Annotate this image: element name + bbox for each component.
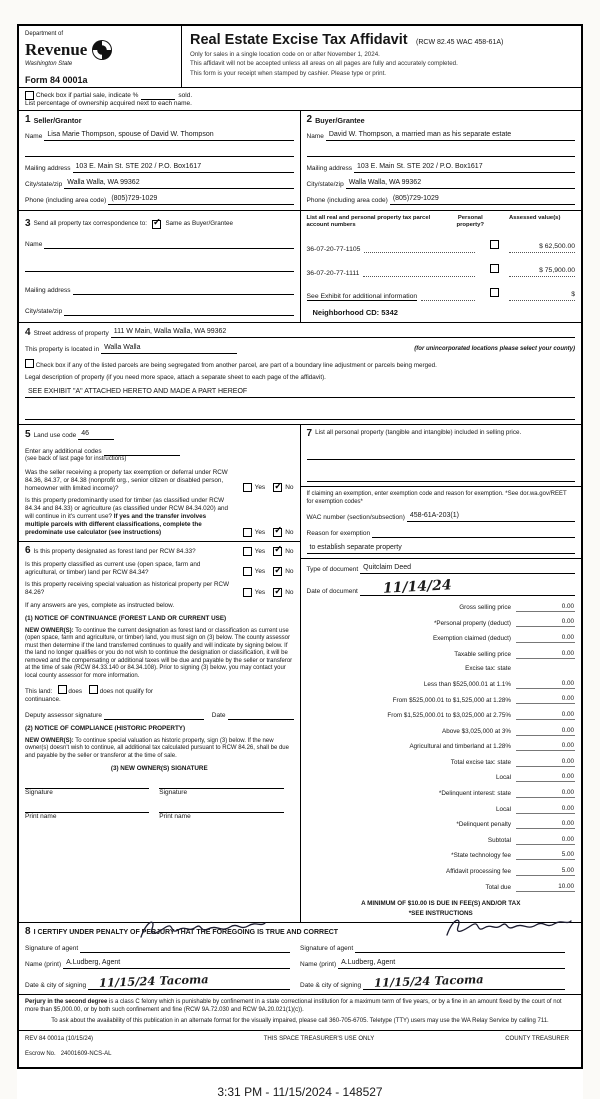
escrow-label: Escrow No. xyxy=(25,1051,56,1058)
personal-property-checkbox-1[interactable] xyxy=(490,240,499,249)
notice2-lead: NEW OWNER(S): xyxy=(25,737,74,744)
tax-amount: 0.00 xyxy=(516,726,575,736)
tax-row xyxy=(307,757,576,767)
notice1-lead: NEW OWNER(S): xyxy=(25,627,74,634)
q6-3-yes-checkbox[interactable] xyxy=(243,588,252,597)
no-label: No xyxy=(285,484,294,492)
new-owner-printname-line-1[interactable] xyxy=(25,802,149,813)
tax-amount: 0.00 xyxy=(516,757,575,767)
buyer-phone-field[interactable]: (805)729-1029 xyxy=(390,194,575,205)
tax-row xyxy=(307,741,576,751)
tax-amount: 0.00 xyxy=(516,633,575,643)
type-of-document-label: Type of document xyxy=(306,566,359,574)
corr-city-field[interactable] xyxy=(64,305,293,316)
notice3-title: (3) NEW OWNER(S) SIGNATURE xyxy=(110,765,208,773)
assessed-value: $ 75,900.00 xyxy=(509,266,575,277)
dotted-leader xyxy=(363,268,475,277)
street-address-field[interactable]: 111 W Main, Walla Walla, WA 99362 xyxy=(111,327,575,338)
date-of-document-field[interactable] xyxy=(360,577,575,598)
corr-mailing-label: Mailing address xyxy=(25,287,71,295)
additional-codes-field[interactable] xyxy=(104,445,180,456)
tax-row-label: Total excise tax: state xyxy=(450,758,511,766)
date-city-field-left[interactable] xyxy=(88,972,290,991)
partial-sale-checkbox[interactable] xyxy=(25,91,34,100)
seller-title: Seller/Grantor xyxy=(33,115,82,125)
legal-description-field[interactable]: SEE EXHIBIT "A" ATTACHED HERETO AND MADE A PART HEREOF xyxy=(25,387,575,398)
historic-property-text: Is this property receiving special valuation as historical property per RCW 84.26? xyxy=(25,581,230,597)
parcel-row xyxy=(307,259,576,277)
see-instructions-note: *SEE INSTRUCTIONS xyxy=(408,910,473,918)
signature-label: Signature xyxy=(159,789,188,797)
buyer-name-label: Name xyxy=(306,133,324,141)
tax-row-label: *Personal property (deduct) xyxy=(433,619,511,627)
agent-signature-line-right[interactable] xyxy=(355,942,565,953)
historic-property-question xyxy=(25,581,294,597)
neighborhood-code: Neighborhood CD: 5342 xyxy=(312,307,398,317)
section-number-1: 1 xyxy=(25,114,31,125)
timber-question-text: Is this property predominantly used for timber (as classified under RCW 84.34 and 84.33) or agriculture (as classified under RCW 84.34.020) and will continue in it's current use? xyxy=(25,497,229,521)
tax-amount: 0.00 xyxy=(516,602,575,612)
dept-prefix: Department of xyxy=(25,31,64,37)
parcel-table xyxy=(300,211,582,322)
parcel-col2-header: Personal property? xyxy=(456,215,485,228)
agent-name-field-right[interactable]: A.Ludberg, Agent xyxy=(338,958,565,969)
date-city-label: Date & city of signing xyxy=(300,982,362,990)
buyer-title: Buyer/Grantee xyxy=(315,115,365,125)
tax-row-label: Above $3,025,000 at 3% xyxy=(442,727,511,735)
header-note-1: Only for sales in a single location code on or after November 1, 2024. xyxy=(190,51,380,58)
state-tagline: Washington State xyxy=(25,60,73,67)
forest-land-text: Is this property designated as forest land per RCW 84.33? xyxy=(33,547,196,555)
name-print-label: Name (print) xyxy=(300,961,337,969)
tax-row xyxy=(307,617,576,627)
date-city-field-right[interactable] xyxy=(363,972,565,991)
assessed-value: $ xyxy=(509,290,575,301)
additional-codes-note: (see back of last page for instructions) xyxy=(25,456,127,463)
personal-property-line-2[interactable] xyxy=(307,471,576,482)
tax-row-label: Excise tax: state xyxy=(465,665,511,673)
section-number-3: 3 xyxy=(25,218,31,229)
partial-sale-row xyxy=(19,87,581,110)
personal-property-line-1[interactable] xyxy=(307,449,576,460)
minimum-due-note: A MINIMUM OF $10.00 IS DUE IN FEE(S) AND/OR TAX xyxy=(361,899,521,907)
tax-amount: 5.00 xyxy=(516,866,575,876)
section-certification xyxy=(19,922,581,994)
signature-of-agent-label: Signature of agent xyxy=(300,945,354,953)
tax-row-label: *State technology fee xyxy=(451,852,511,860)
section-buyer xyxy=(300,111,582,210)
this-land-row xyxy=(25,685,294,696)
section-number-7: 7 xyxy=(306,428,313,440)
section-number-8: 8 xyxy=(25,926,31,938)
name-print-label: Name (print) xyxy=(25,961,62,969)
corr-mailing-field[interactable] xyxy=(73,284,294,295)
date-of-document-label: Date of document xyxy=(306,588,358,596)
document-tax-block xyxy=(301,558,582,922)
certification-title: I CERTIFY UNDER PENALTY OF PERJURY THAT THE FOREGOING IS TRUE AND CORRECT xyxy=(33,928,339,936)
seller-name-field-2[interactable] xyxy=(25,146,294,157)
buyer-name-field-2[interactable] xyxy=(307,146,576,157)
reason-for-exemption-label: Reason for exemption xyxy=(306,530,371,538)
seller-phone-field[interactable]: (805)729-1029 xyxy=(108,194,293,205)
deputy-assessor-label: Deputy assessor signature xyxy=(25,712,102,720)
parcel-col3-header: Assessed value(s) xyxy=(509,215,561,221)
tax-row xyxy=(307,804,576,814)
seller-phone-label: Phone (including area code) xyxy=(25,197,107,205)
seller-city-field[interactable]: Walla Walla, WA 99362 xyxy=(64,178,293,189)
tax-row xyxy=(307,694,576,704)
tax-row xyxy=(307,649,576,659)
seller-mailing-field[interactable]: 103 E. Main St. STE 202 / P.O. Box1617 xyxy=(73,162,294,173)
section-designation xyxy=(19,541,300,829)
title-block xyxy=(181,26,581,87)
forest-land-question xyxy=(25,546,294,556)
yes-label: Yes xyxy=(254,484,266,492)
partial-sale-sold-label: sold. xyxy=(178,92,193,99)
parcel-number: 36-07-20-77-1111 xyxy=(306,269,360,277)
parcel-row xyxy=(307,235,576,253)
tax-row-label: Gross selling price xyxy=(459,603,511,611)
tax-row xyxy=(307,866,576,876)
perjury-block xyxy=(19,994,581,1030)
q6-2-no-checkbox[interactable] xyxy=(273,567,282,576)
personal-property-checkbox-2[interactable] xyxy=(490,264,499,273)
tax-row-label: From $1,525,000.01 to $3,025,000 at 2.75% xyxy=(387,712,511,720)
accessibility-note: To ask about the availability of this publication in an alternate format for the visually impaired, please call 360-705-6705. Teletype (TTY) users may use the WA Relay Service by calling 711. xyxy=(51,1018,549,1025)
signature-label: Signature xyxy=(25,789,53,797)
form-header xyxy=(19,26,581,87)
exemption-deferral-text: Was the seller receiving a property tax exemption or deferral under RCW 84.36, 84.37, or 84.38 (nonprofit org., senior citizen or disabled person, homeowner with limited income)? xyxy=(25,468,228,492)
buyer-mailing-field[interactable]: 103 E. Main St. STE 202 / P.O. Box1617 xyxy=(354,162,575,173)
seller-buyer-sections xyxy=(19,110,581,210)
exemption-note: If claiming an exemption, enter exemption code and reason for exemption. *See dor.wa.gov/REET for exemption codes* xyxy=(306,491,567,505)
notice1-title: (1) NOTICE OF CONTINUANCE (FOREST LAND OR CURRENT USE) xyxy=(25,614,227,622)
tax-row xyxy=(307,664,576,673)
wac-number-label: WAC number (section/subsection) xyxy=(306,514,405,522)
deputy-assessor-signature-line[interactable] xyxy=(104,709,204,720)
section-personal-property xyxy=(301,425,582,486)
print-name-label: Print name xyxy=(25,813,57,821)
located-note: (for unincorporated locations please select your county) xyxy=(414,346,575,353)
does-checkbox[interactable] xyxy=(58,685,67,694)
yes-label: Yes xyxy=(254,547,266,555)
section-land-use xyxy=(19,425,300,540)
tax-amount: 0.00 xyxy=(516,741,575,751)
tax-amount: 0.00 xyxy=(516,617,575,627)
corr-blank-line[interactable] xyxy=(25,261,294,272)
segregated-checkbox[interactable] xyxy=(25,359,34,368)
q6-3-no-checkbox[interactable] xyxy=(273,588,282,597)
seller-name-label: Name xyxy=(25,133,43,141)
buyer-city-label: City/state/zip xyxy=(306,181,344,189)
partial-sale-percent-field[interactable] xyxy=(141,91,175,100)
print-name-label: Print name xyxy=(159,813,191,821)
timber-agriculture-question xyxy=(25,497,294,536)
exemption-block xyxy=(301,486,582,558)
timber-question-bold: If yes and the transfer involves multiple parcels with different classifications, complete the predominate use calculator (see instructions) xyxy=(25,513,207,536)
reason-for-exemption-field[interactable] xyxy=(372,527,575,538)
dor-logo-block xyxy=(19,26,181,87)
perjury-lead: Perjury in the second degree xyxy=(25,999,108,1006)
partial-sale-label: Check box if partial sale, indicate % xyxy=(35,92,139,99)
handwritten-date-city-left: 11/15/24 Tacoma xyxy=(98,972,209,991)
additional-codes-label: Enter any additional codes xyxy=(25,448,102,456)
personal-property-checkbox-3[interactable] xyxy=(490,288,499,297)
parcel-number: See Exhibit for additional information xyxy=(306,292,418,300)
dotted-leader xyxy=(421,292,475,301)
right-middle-column xyxy=(300,425,582,922)
tax-row xyxy=(307,679,576,689)
tax-row xyxy=(307,633,576,643)
street-address-label: Street address of property xyxy=(33,329,109,337)
section-correspondence xyxy=(19,211,300,322)
agent-signature-left xyxy=(137,917,267,943)
tax-amount: 0.00 xyxy=(516,835,575,845)
signature-of-agent-label: Signature of agent xyxy=(25,945,79,953)
answers-note: If any answers are yes, complete as instructed below. xyxy=(25,602,175,610)
segregated-label: Check box if any of the listed parcels are being segregated from another parcel, are part of a boundary line adjustment or parcels being merged. xyxy=(35,361,437,369)
current-use-text: Is this property classified as current use (open space, farm and agricultural, or timber) land per RCW 84.34? xyxy=(25,560,201,576)
buyer-name-field[interactable]: David W. Thompson, a married man as his separate estate xyxy=(326,130,575,141)
tax-amount: 0.00 xyxy=(516,788,575,798)
seller-name-field[interactable]: Lisa Marie Thompson, spouse of David W. Thompson xyxy=(44,130,293,141)
tax-row-label: Subtotal xyxy=(487,836,511,844)
tax-amount: 0.00 xyxy=(516,804,575,814)
tax-row-label: Total due xyxy=(485,883,511,891)
reet-affidavit-form xyxy=(17,24,583,1069)
q5-2-yes-checkbox[interactable] xyxy=(243,528,252,537)
date-city-label: Date & city of signing xyxy=(25,982,87,990)
escrow-number: 24001609-NCS-AL xyxy=(60,1051,112,1058)
notice1-text: To continue the current designation as forest land or classification as current use (open space, farm and agriculture, or timber) land, you must sign on (3) below. The county assessor must then determine if the land transferred continues to qualify and will indicate by signing below. If the land no longer qualifies or you do not wish to continue the designation or classification, it will be removed and the compensating or additional taxes will be due and payable by the seller or transferor at the time of sale (RCW 84.33.140 or 84.34.108). Prior to signing (3) below, you may contact your local county assessor for more information. xyxy=(25,627,293,679)
legal-description-label: Legal description of property (if you need more space, attach a separate sheet to each page of the affidavit). xyxy=(25,374,326,382)
correspondence-parcels-sections xyxy=(19,210,581,322)
scanned-affidavit-page xyxy=(17,24,583,1099)
tax-amount: 0.00 xyxy=(516,819,575,829)
tax-amount: 10.00 xyxy=(516,882,575,892)
left-middle-column xyxy=(19,425,300,922)
treasurer-space-label: THIS SPACE TREASURER'S USE ONLY xyxy=(263,1035,375,1042)
wac-number-field[interactable]: 458-61A-203(1) xyxy=(407,511,575,522)
tax-row-label: Taxable selling price xyxy=(454,650,511,658)
tax-row-label: Agricultural and timberland at 1.28% xyxy=(409,743,511,751)
section-seller xyxy=(19,111,300,210)
tax-amount: 0.00 xyxy=(516,694,575,704)
perjury-text: is a class C felony which is punishable by confinement in a state correctional institution for a maximum term of five years, or by a fine in an amount fixed by the court of not more than $5,000.00, or by both such confinement and fine (RCW 9A.72.030 and RCW 9A.20.021(1)(c)). xyxy=(25,999,562,1013)
seller-city-label: City/state/zip xyxy=(25,181,63,189)
land-use-code-field[interactable]: 46 xyxy=(78,429,114,440)
rev-number: REV 84 0001a (10/15/24) xyxy=(25,1035,94,1042)
land-use-code-label: Land use code xyxy=(33,432,77,440)
agent-signature-line-left[interactable] xyxy=(80,942,290,953)
buyer-mailing-label: Mailing address xyxy=(306,165,353,173)
tax-row xyxy=(307,819,576,829)
county-treasurer-label: COUNTY TREASURER xyxy=(505,1035,569,1042)
tax-row-label: Less than $525,000.01 at 1.1% xyxy=(423,680,511,688)
parcel-table-header xyxy=(307,215,576,229)
q5-2-no-checkbox[interactable] xyxy=(273,528,282,537)
type-of-document-field[interactable]: Quitclaim Deed xyxy=(360,563,575,574)
tax-row xyxy=(307,602,576,612)
continuance-label: continuance. xyxy=(25,696,61,704)
revenue-wordmark: Revenue xyxy=(25,40,88,59)
notice2-title: (2) NOTICE OF COMPLIANCE (HISTORIC PROPERTY) xyxy=(25,725,186,733)
form-number: Form 84 0001a xyxy=(25,75,88,85)
new-owner-printname-line-2[interactable] xyxy=(159,802,283,813)
seller-mailing-label: Mailing address xyxy=(25,165,71,173)
section-number-2: 2 xyxy=(306,114,313,125)
tax-row xyxy=(307,882,576,892)
tax-amount: 0.00 xyxy=(516,772,575,782)
q5-1-no-checkbox[interactable] xyxy=(273,483,282,492)
legal-description-field-2[interactable] xyxy=(25,409,575,420)
exemption-deferral-question xyxy=(25,469,294,493)
yes-label: Yes xyxy=(254,589,266,597)
this-land-label: This land: xyxy=(25,688,53,696)
located-in-field[interactable]: Walla Walla xyxy=(101,343,237,354)
deputy-date-label: Date xyxy=(211,712,226,720)
bottom-strip xyxy=(19,1030,581,1067)
corr-name-label: Name xyxy=(25,241,43,249)
escrow-row xyxy=(25,1051,223,1059)
no-label: No xyxy=(285,568,294,576)
same-as-buyer-label: Same as Buyer/Grantee xyxy=(165,220,233,228)
parcel-number: 36-07-20-77-1105 xyxy=(306,245,361,253)
tax-row-label: Affidavit processing fee xyxy=(446,868,511,876)
tax-amount xyxy=(516,664,575,673)
q5-1-yes-checkbox[interactable] xyxy=(243,483,252,492)
tax-row-label: Exemption claimed (deduct) xyxy=(432,635,511,643)
segregated-row xyxy=(25,359,575,370)
parcel-col1-header: List all real and personal property tax parcel account numbers xyxy=(306,215,431,228)
new-owner-signature-line-2[interactable] xyxy=(159,778,283,789)
same-as-buyer-checkbox[interactable] xyxy=(152,220,161,229)
dotted-leader xyxy=(364,244,475,253)
tax-row xyxy=(307,772,576,782)
parcel-row xyxy=(307,283,576,301)
agent-name-field-left[interactable]: A.Ludberg, Agent xyxy=(63,958,290,969)
no-label: No xyxy=(285,547,294,555)
does-not-label: does not qualify for xyxy=(99,688,153,696)
does-label: does xyxy=(68,688,82,696)
section-number-4: 4 xyxy=(25,326,31,338)
buyer-city-field[interactable]: Walla Walla, WA 99362 xyxy=(346,178,575,189)
scan-timestamp: 3:31 PM - 11/15/2024 - 148527 xyxy=(217,1084,383,1099)
no-label: No xyxy=(285,528,294,536)
located-in-label: This property is located in xyxy=(25,345,100,353)
header-note-3: This form is your receipt when stamped by cashier. Please type or print. xyxy=(190,69,387,77)
reason-for-exemption-value[interactable]: to establish separate property xyxy=(307,543,576,554)
tax-amount: 5.00 xyxy=(516,850,575,860)
middle-sections xyxy=(19,424,581,922)
ownership-note: List percentage of ownership acquired next to each name. xyxy=(25,100,192,107)
current-use-question xyxy=(25,561,294,577)
tax-row xyxy=(307,726,576,736)
tax-table xyxy=(307,602,576,892)
revenue-logo-icon xyxy=(91,39,113,61)
tax-row xyxy=(307,788,576,798)
section-number-6: 6 xyxy=(25,544,31,556)
q6-2-yes-checkbox[interactable] xyxy=(243,567,252,576)
tax-row-label: Local xyxy=(495,774,511,782)
tax-amount: 0.00 xyxy=(516,649,575,659)
handwritten-date-city-right: 11/15/24 Tacoma xyxy=(373,972,484,991)
notice2-text: To continue special valuation as historic property, sign (3) below. If the new owner(s) doesn't wish to continue, all additional tax calculated pursuant to RCW 84.26, shall be due and payable by the seller or transferor at the time of sale. xyxy=(25,737,289,759)
correspondence-label: Send all property tax correspondence to: xyxy=(33,220,147,228)
assessed-value: $ 62,500.00 xyxy=(509,242,575,253)
tax-row-label: Local xyxy=(495,805,511,813)
agent-signature-right xyxy=(443,915,573,941)
header-note-2: This affidavit will not be accepted unless all areas on all pages are fully and accurately completed. xyxy=(190,60,458,68)
tax-amount: 0.00 xyxy=(516,679,575,689)
title-rcw: (RCW 82.45 WAC 458-61A) xyxy=(416,39,504,46)
q6-1-yes-checkbox[interactable] xyxy=(243,547,252,556)
tax-row xyxy=(307,710,576,720)
yes-label: Yes xyxy=(254,528,266,536)
tax-row xyxy=(307,835,576,845)
section-number-5: 5 xyxy=(25,429,31,441)
buyer-phone-label: Phone (including area code) xyxy=(306,197,388,205)
deputy-date-field[interactable] xyxy=(228,709,294,720)
section-property xyxy=(19,322,581,425)
tax-row-label: *Delinquent penalty xyxy=(456,821,511,829)
page-title: Real Estate Excise Tax Affidavit xyxy=(190,32,408,48)
tax-amount: 0.00 xyxy=(516,710,575,720)
no-label: No xyxy=(285,589,294,597)
tax-row-label: From $525,000.01 to $1,525,000 at 1.28% xyxy=(392,696,511,704)
corr-city-label: City/state/zip xyxy=(25,308,63,316)
yes-label: Yes xyxy=(254,568,266,576)
personal-property-label: List all personal property (tangible and intangible) included in selling price. xyxy=(315,429,522,437)
q6-1-no-checkbox[interactable] xyxy=(273,547,282,556)
new-owner-signature-line-1[interactable] xyxy=(25,778,149,789)
handwritten-document-date: 11/14/24 xyxy=(382,577,452,598)
partial-sale-left xyxy=(25,91,575,100)
tax-row xyxy=(307,850,576,860)
tax-row-label: *Delinquent interest: state xyxy=(438,790,511,798)
does-not-checkbox[interactable] xyxy=(89,685,98,694)
corr-name-field[interactable] xyxy=(44,238,293,249)
